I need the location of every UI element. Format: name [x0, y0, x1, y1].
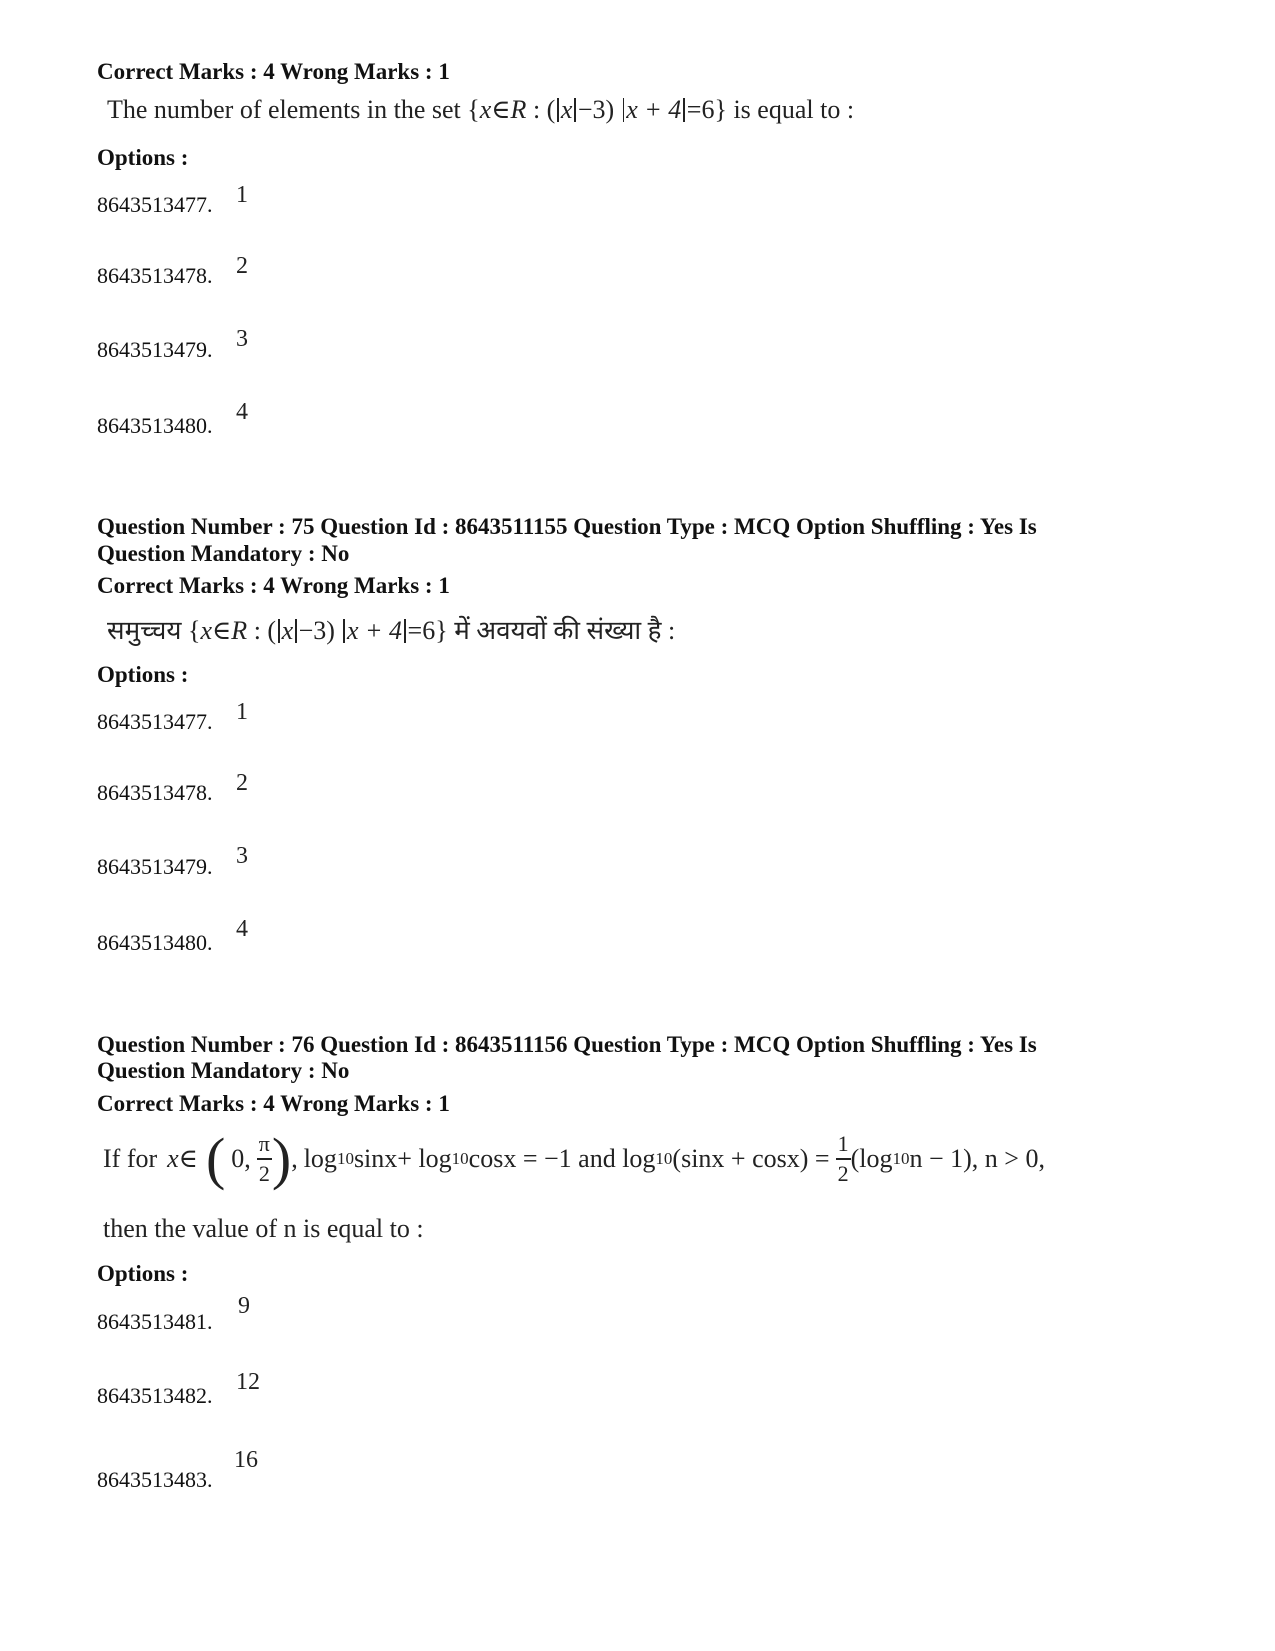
q74-option-2-value[interactable]: 2	[236, 253, 248, 279]
q75-header-line1: Question Number : 75 Question Id : 8643511155 Question Type : MCQ Option Shuffling : Yes Is	[97, 514, 1037, 539]
q74-x: x	[560, 95, 573, 124]
q75-option-3-value[interactable]: 3	[236, 843, 248, 869]
q75-option-4-value[interactable]: 4	[236, 916, 248, 942]
q74-eq6: =6}	[686, 95, 727, 124]
q74-option-3-value[interactable]: 3	[236, 326, 248, 352]
q75-text-prefix: समुच्चय	[107, 616, 182, 645]
q74-text-prefix: The number of elements in the set	[107, 95, 461, 124]
q76-option-1-id: 8643513481.	[97, 1309, 213, 1334]
fraction-numerator: 1	[837, 1131, 849, 1157]
q76-text-line2: then the value of n is equal to :	[103, 1214, 424, 1243]
q75-set-open: {	[188, 616, 201, 645]
abs-bar	[343, 619, 345, 643]
log-base: 10	[336, 1149, 354, 1168]
q74-set-open: {	[467, 95, 480, 124]
left-paren-icon: (	[205, 1126, 226, 1191]
q76-option-3-value[interactable]: 16	[234, 1447, 258, 1473]
q76-options-label: Options :	[97, 1261, 189, 1286]
q76-plus-log: + log	[397, 1144, 452, 1173]
fraction-denominator: 2	[258, 1160, 270, 1186]
q76-option-2-value[interactable]: 12	[236, 1369, 260, 1395]
q74-option-4-value[interactable]: 4	[236, 399, 248, 425]
pi-over-2-fraction	[257, 1133, 272, 1185]
q74-option-3-id: 8643513479.	[97, 337, 213, 362]
q75-colon: : (	[247, 616, 277, 645]
log-base: 10	[655, 1149, 673, 1168]
q75-eq6: =6}	[407, 616, 448, 645]
q75-x: x	[281, 616, 294, 645]
q74-question-text	[107, 95, 854, 125]
q74-minus3: −3)	[577, 95, 615, 124]
q76-marks: Correct Marks : 4 Wrong Marks : 1	[97, 1091, 450, 1116]
q75-option-3-id: 8643513479.	[97, 854, 213, 879]
fraction-line	[257, 1158, 272, 1160]
q74-colon: : (	[526, 95, 556, 124]
q76-cosx-eq: cosx = −1 and log	[468, 1144, 656, 1173]
log-base: 10	[451, 1149, 469, 1168]
right-paren-icon: )	[271, 1126, 292, 1191]
q76-header-line2: Question Mandatory : No	[97, 1058, 350, 1083]
abs-bar	[557, 98, 559, 122]
q75-options-label: Options :	[97, 662, 189, 687]
q76-sin-plus-cos: (sinx + cosx) =	[672, 1144, 830, 1173]
q75-text-suffix: में अवयवों की संख्या है :	[447, 616, 676, 645]
q75-option-4-id: 8643513480.	[97, 930, 213, 955]
q75-option-2-value[interactable]: 2	[236, 770, 248, 796]
fraction-line	[836, 1158, 851, 1160]
log-base: 10	[892, 1149, 910, 1168]
one-half-fraction	[836, 1133, 851, 1185]
q76-option-2-id: 8643513482.	[97, 1383, 213, 1408]
q75-x-in-r: x∈R	[200, 616, 248, 645]
q76-open-log: (log	[850, 1144, 893, 1173]
q74-options-label: Options :	[97, 145, 189, 170]
q76-comma: ,	[291, 1144, 298, 1173]
abs-bar	[683, 98, 685, 122]
q76-if-for: If for	[103, 1144, 158, 1173]
abs-bar	[404, 619, 406, 643]
q76-option-3-id: 8643513483.	[97, 1467, 213, 1492]
q74-option-2-id: 8643513478.	[97, 263, 213, 288]
q76-n-minus1: n − 1), n > 0,	[909, 1144, 1045, 1173]
q76-log-term1: log	[303, 1144, 337, 1173]
q74-text-suffix: is equal to :	[726, 95, 855, 124]
abs-bar	[278, 619, 280, 643]
abs-bar	[623, 98, 625, 122]
q76-interval-zero: 0,	[231, 1144, 251, 1173]
q76-x-in: x∈	[167, 1144, 198, 1173]
q74-option-1-id: 8643513477.	[97, 192, 213, 217]
abs-bar	[295, 619, 297, 643]
q75-option-1-value[interactable]: 1	[236, 699, 248, 725]
q74-x-in-r: x∈R	[479, 95, 527, 124]
q74-option-4-id: 8643513480.	[97, 413, 213, 438]
q76-question-text	[103, 1124, 1045, 1194]
q75-option-2-id: 8643513478.	[97, 780, 213, 805]
fraction-denominator: 2	[837, 1160, 849, 1186]
q75-header-line2: Question Mandatory : No	[97, 541, 350, 566]
q75-question-text	[107, 611, 675, 647]
q75-marks: Correct Marks : 4 Wrong Marks : 1	[97, 573, 450, 598]
q76-option-1-value[interactable]: 9	[238, 1293, 250, 1319]
q74-option-1-value[interactable]: 1	[236, 182, 248, 208]
q76-header-line1: Question Number : 76 Question Id : 8643511156 Question Type : MCQ Option Shuffling : Yes Is	[97, 1032, 1037, 1057]
q75-minus3: −3)	[298, 616, 335, 645]
q75-option-1-id: 8643513477.	[97, 709, 213, 734]
q74-xplus4: x + 4	[626, 95, 682, 124]
q75-xplus4: x + 4	[346, 616, 403, 645]
fraction-numerator: π	[258, 1131, 270, 1157]
q74-marks: Correct Marks : 4 Wrong Marks : 1	[97, 59, 450, 84]
q76-sinx: sinx	[353, 1144, 398, 1173]
abs-bar	[574, 98, 576, 122]
